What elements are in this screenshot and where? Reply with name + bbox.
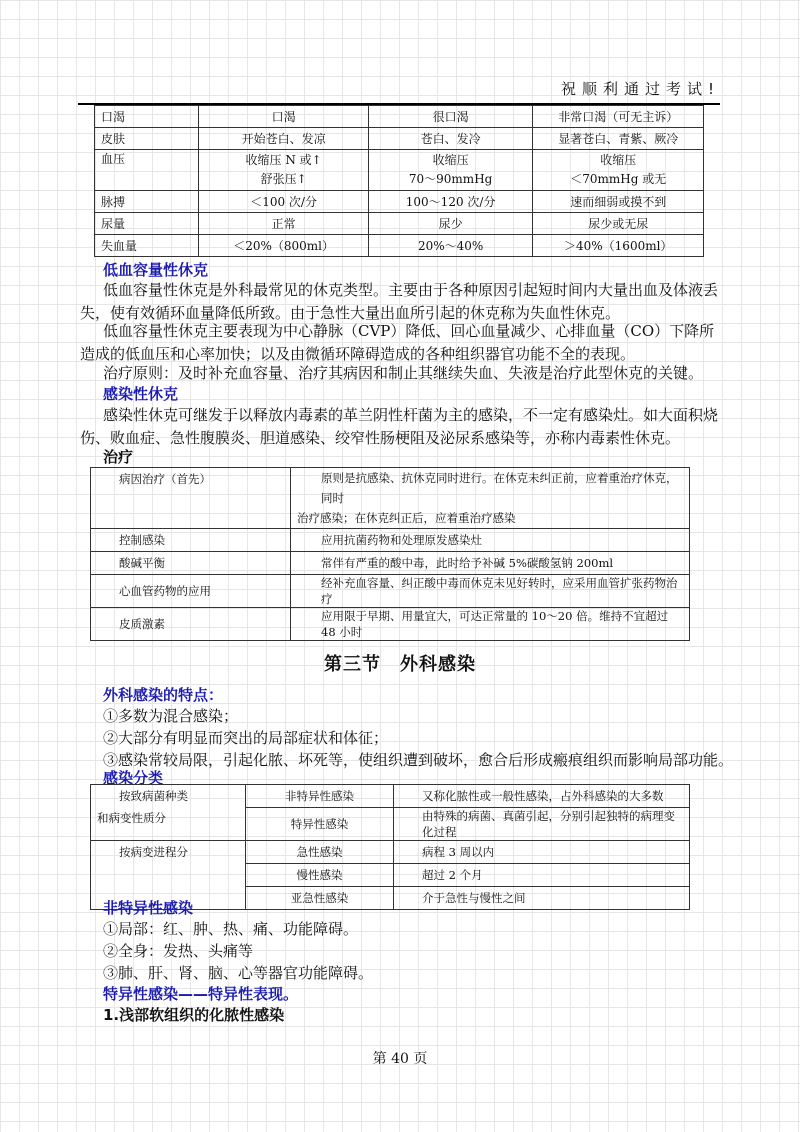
table-cell: [291, 468, 690, 529]
specific-heading: 特异性感染——特异性表现。: [103, 985, 299, 1003]
table-cell: 皮质激素: [91, 608, 291, 641]
table-cell: 皮肤: [95, 128, 199, 150]
table-cell: 尿量: [95, 213, 199, 235]
table-cell: 超过 2 个月: [394, 864, 690, 887]
cell-line: 收缩压 N 或↑: [245, 153, 322, 167]
table-row: [91, 785, 690, 808]
septic-paragraph: 感染性休克可继发于以释放内毒素的革兰阴性杆菌为主的感染，不一定有感染灶。如大面积烧伤、败血症、急性腹膜炎、胆道感染、绞窄性肠梗阻及泌尿系感染等，亦称内毒素性休克。: [80, 406, 719, 447]
page-number: 第 40 页: [372, 1051, 428, 1067]
table-cell: 控制感染: [91, 529, 291, 552]
table-cell: 很口渴: [368, 106, 533, 128]
list-item: ①多数为混合感染；: [103, 707, 239, 725]
list-item: ③感染常较局限，引起化脓、坏死等，使组织遭到破坏，愈合后形成瘢痕组织而影响局部功能。: [103, 751, 734, 769]
table-row: [91, 552, 690, 575]
table-cell: 显著苍白、青紫、厥冷: [533, 128, 704, 150]
table-cell: 病因治疗（首先）: [91, 468, 291, 529]
cell-line: 收缩压: [600, 153, 637, 167]
septic-heading: 感染性休克: [103, 385, 179, 403]
table-cell: 特异性感染: [246, 808, 394, 841]
hypovolemic-paragraph-2: 低血容量性休克主要表现为中心静脉（CVP）降低、回心血量减少、心排血量（CO）下降所造成的低血压和心率加快；以及由微循环障碍造成的各种组织器官功能不全的表现。: [80, 322, 715, 363]
table-cell: [368, 150, 533, 191]
treatment-heading: 治疗: [103, 448, 134, 466]
table-row: [91, 841, 690, 864]
table-row: [95, 191, 704, 213]
shock-severity-table: [94, 105, 704, 257]
table-cell: 慢性感染: [246, 864, 394, 887]
cell-line: 70～90mmHg: [408, 172, 493, 186]
hypovolemic-heading: 低血容量性休克: [103, 261, 209, 279]
hypovolemic-paragraph-3: 治疗原则：及时补充血容量、治疗其病因和制止其继续失血、失液是治疗此型休克的关键。: [103, 364, 704, 382]
table-cell: 苍白、发冷: [368, 128, 533, 150]
table-cell: 由特殊的病菌、真菌引起，分别引起独特的病理变化过程: [394, 808, 690, 841]
table-cell: ＜20%（800ml）: [199, 235, 368, 257]
hypovolemic-paragraph-1: 低血容量性休克是外科最常见的休克类型。主要由于各种原因引起短时间内大量出血及体液丢失，使有效循环血量降低所致。由于急性大量出血所引起的休克称为失血性休克。: [80, 281, 719, 322]
table-cell: 介于急性与慢性之间: [394, 887, 690, 910]
table-row: [95, 106, 704, 128]
table-row: [91, 468, 690, 529]
table-cell: 开始苍白、发凉: [199, 128, 368, 150]
classification-heading: 感染分类: [103, 769, 164, 787]
table-cell: 100～120 次/分: [368, 191, 533, 213]
table-cell: 口渴: [199, 106, 368, 128]
treatment-table: [90, 467, 690, 641]
page-header: 祝顺利通过考试!: [560, 80, 720, 98]
table-cell: [533, 150, 704, 191]
classification-table: [90, 784, 690, 910]
table-cell: 正常: [199, 213, 368, 235]
table-cell: 尿少或无尿: [533, 213, 704, 235]
list-item: ①局部：红、肿、热、痛、功能障碍。: [103, 920, 359, 938]
table-cell: 20%～40%: [368, 235, 533, 257]
table-cell: 应用限于早期、用量宜大，可达正常量的 10～20 倍。维持不宜超过 48 小时: [291, 608, 690, 641]
features-heading: 外科感染的特点：: [103, 686, 224, 704]
table-cell: 酸碱平衡: [91, 552, 291, 575]
table-cell: [199, 150, 368, 191]
table-cell: 非特异性感染: [246, 785, 394, 808]
list-item: ②大部分有明显而突出的局部症状和体征；: [103, 729, 389, 747]
table-row: [95, 235, 704, 257]
section-title: 第三节 外科感染: [324, 654, 476, 675]
cell-line: 按致病菌种类: [119, 789, 188, 803]
table-cell: 应用抗菌药物和处理原发感染灶: [291, 529, 690, 552]
table-row: [91, 608, 690, 641]
table-cell: ＜100 次/分: [199, 191, 368, 213]
table-cell: 又称化脓性或一般性感染，占外科感染的大多数: [394, 785, 690, 808]
table-cell: 口渴: [95, 106, 199, 128]
table-cell: 脉搏: [95, 191, 199, 213]
table-row: [95, 213, 704, 235]
table-cell: 经补充血容量、纠正酸中毒而休克未见好转时，应采用血管扩张药物治疗: [291, 575, 690, 608]
table-cell: 急性感染: [246, 841, 394, 864]
table-cell: [91, 785, 246, 841]
cell-line: 收缩压: [432, 153, 469, 167]
table-cell: 病程 3 周以内: [394, 841, 690, 864]
cell-line: 原则是抗感染、抗休克同时进行。在休克未纠正前，应着重治疗休克，同时: [321, 471, 678, 505]
table-cell: 非常口渴（可无主诉）: [533, 106, 704, 128]
table-cell: 按病变进程分: [91, 841, 246, 910]
table-cell: 亚急性感染: [246, 887, 394, 910]
cell-line: 舒张压↑: [260, 172, 307, 186]
cell-line: 和病变性质分: [97, 811, 166, 825]
table-cell: 血压: [95, 150, 199, 191]
nonspecific-heading: 非特异性感染: [103, 899, 194, 917]
table-cell: 心血管药物的应用: [91, 575, 291, 608]
list-item: ③肺、肝、肾、脑、心等器官功能障碍。: [103, 964, 374, 982]
specific-subheading: 1.浅部软组织的化脓性感染: [103, 1006, 285, 1024]
table-row: [91, 575, 690, 608]
table-cell: 失血量: [95, 235, 199, 257]
table-cell: 尿少: [368, 213, 533, 235]
table-cell: 常伴有严重的酸中毒，此时给予补碱 5%碳酸氢钠 200ml: [291, 552, 690, 575]
table-cell: ＞40%（1600ml）: [533, 235, 704, 257]
list-item: ②全身：发热、头痛等: [103, 942, 254, 960]
table-row: [95, 150, 704, 191]
cell-line: ＜70mmHg 或无: [570, 172, 667, 186]
table-row: [91, 529, 690, 552]
cell-line: 治疗感染；在休克纠正后，应着重治疗感染: [297, 511, 516, 525]
table-row: [95, 128, 704, 150]
table-cell: 速而细弱或摸不到: [533, 191, 704, 213]
